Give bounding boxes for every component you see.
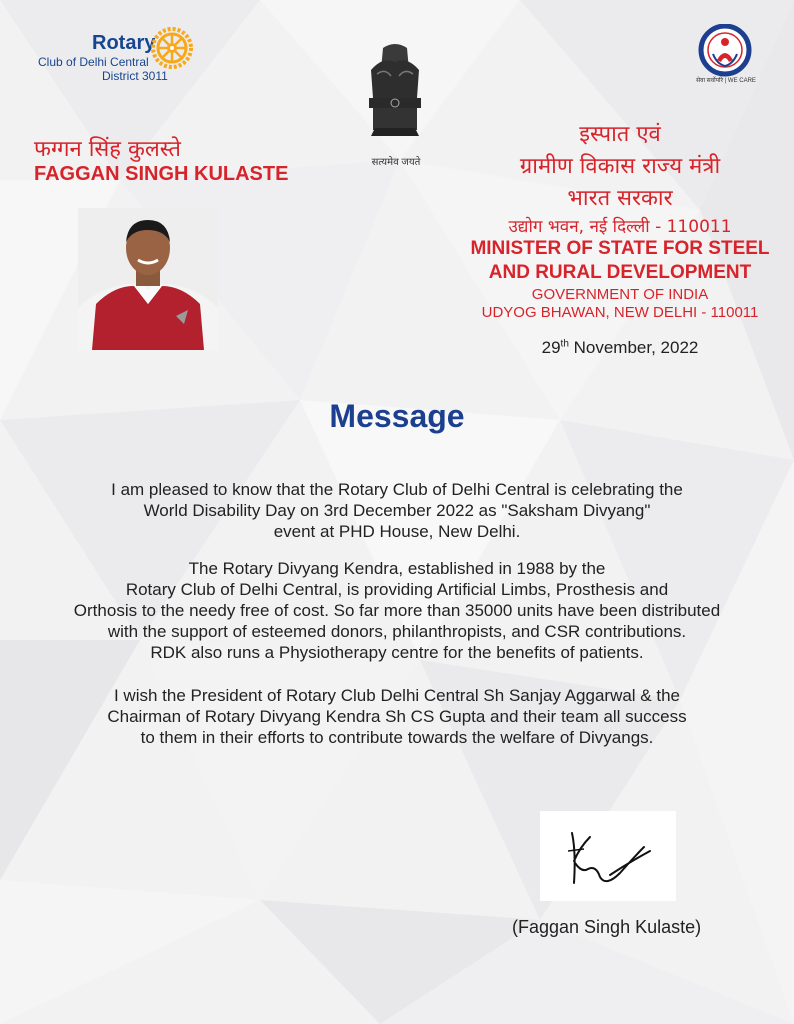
rotary-district: District 3011 [102, 69, 168, 83]
date-day: 29 [541, 338, 561, 357]
rotary-logo [36, 26, 206, 86]
message-line: The Rotary Divyang Kendra, established in 1988 by the [188, 559, 606, 578]
message-line: to them in their efforts to contribute towards the welfare of Divyangs. [140, 728, 654, 747]
office-english-title-2: AND RURAL DEVELOPMENT [488, 262, 752, 283]
office-hindi-line-2: ग्रामीण विकास राज्य मंत्री [519, 154, 721, 179]
rotary-wheel-icon [150, 26, 194, 70]
signatory-name: (Faggan Singh Kulaste) [512, 917, 702, 937]
date-rest: November, 2022 [568, 338, 699, 357]
minister-name-english: FAGGAN SINGH KULASTE [34, 163, 289, 185]
message-line: Chairman of Rotary Divyang Kendra Sh CS Gupta and their team all success [107, 707, 687, 726]
message-line: with the support of esteemed donors, philanthropists, and CSR contributions. [107, 622, 687, 641]
signature-box [540, 811, 676, 901]
message-line: Rotary Club of Delhi Central, is providing Artificial Limbs, Prosthesis and [125, 580, 669, 599]
office-hindi-line-3: भारत सरकार [567, 186, 673, 211]
minister-name-hindi: फग्गन सिंह कुलस्ते [34, 137, 181, 162]
message-line: World Disability Day on 3rd December 2022 as "Saksham Divyang" [143, 501, 651, 520]
rotary-club-name: Club of Delhi Central [38, 55, 149, 69]
minister-portrait [78, 208, 218, 350]
rdk-logo [690, 24, 760, 94]
date-suffix: th [560, 338, 569, 350]
office-government: GOVERNMENT OF INDIA [531, 286, 709, 303]
handwritten-signature [540, 811, 676, 901]
lion-capital-icon [363, 40, 427, 140]
rotary-wordmark: Rotary [92, 32, 156, 54]
message-paragraph-1 [30, 479, 764, 542]
message-paragraph-3 [30, 685, 764, 748]
office-english-address: UDYOG BHAWAN, NEW DELHI - 110011 [481, 304, 759, 321]
national-emblem [356, 40, 434, 168]
message-heading: Message [329, 398, 465, 434]
message-line: I am pleased to know that the Rotary Club of Delhi Central is celebrating the [111, 480, 683, 499]
office-english-title-1: MINISTER OF STATE FOR STEEL [470, 238, 770, 259]
letter-date [450, 338, 790, 358]
message-line: RDK also runs a Physiotherapy centre for the benefits of patients. [150, 643, 644, 662]
office-hindi-line-1: इस्पात एवं [579, 122, 661, 147]
message-paragraph-2 [30, 558, 764, 663]
message-line: event at PHD House, New Delhi. [273, 522, 521, 541]
emblem-motto: सत्यमेव जयते [371, 157, 421, 168]
rdk-badge-icon [695, 24, 755, 80]
message-line: I wish the President of Rotary Club Delhi Central Sh Sanjay Aggarwal & the [113, 686, 680, 705]
rdk-tagline: सेवा सर्वोपरि | WE CARE [696, 78, 756, 84]
office-hindi-address: उद्योग भवन, नई दिल्ली - 110011 [508, 217, 732, 237]
message-line: Orthosis to the needy free of cost. So far more than 35000 units have been distributed [73, 601, 721, 620]
